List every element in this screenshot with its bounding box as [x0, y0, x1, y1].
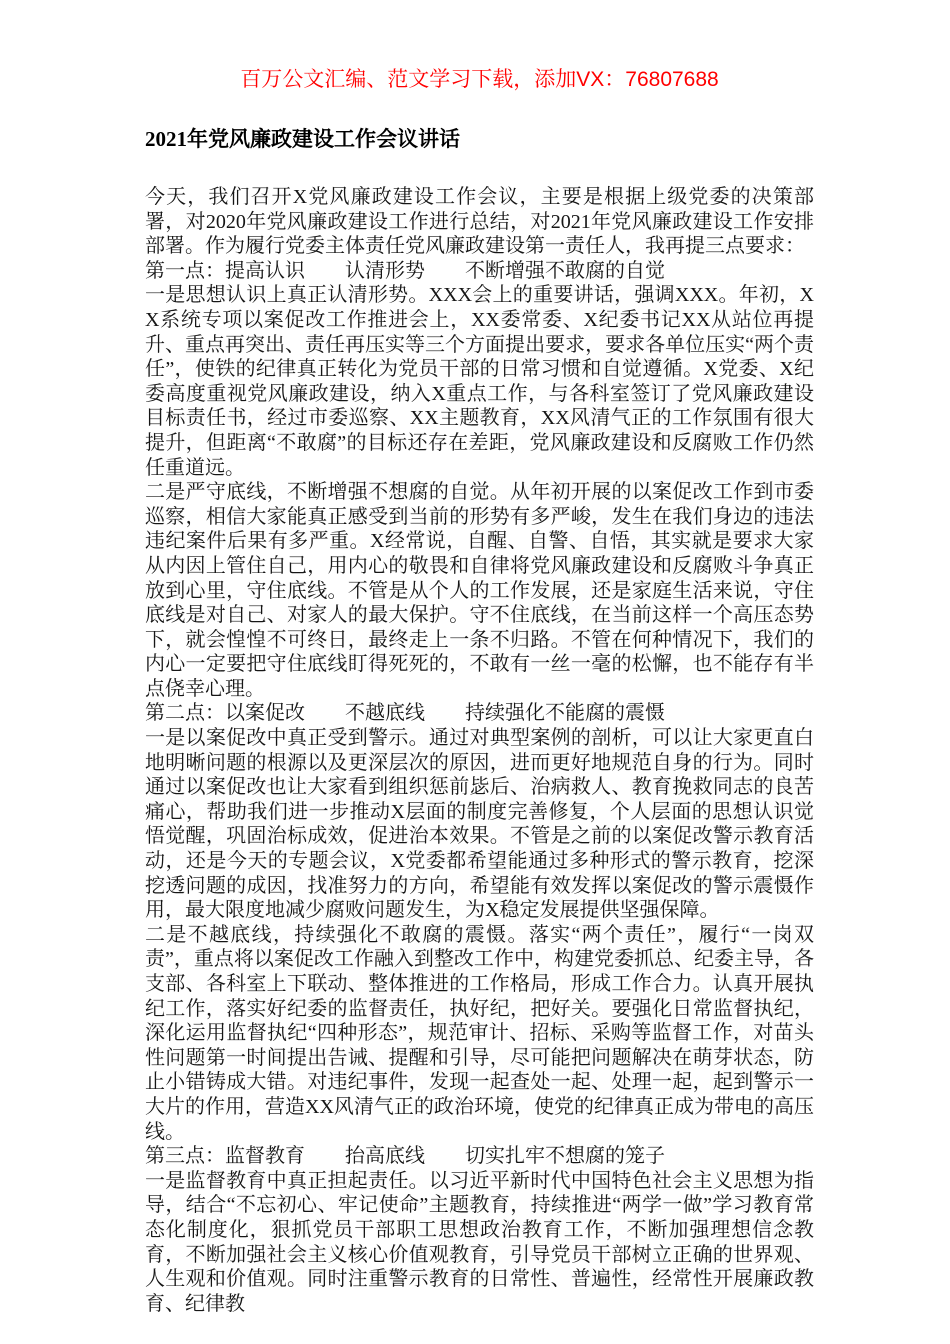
- paragraph: 二是严守底线，不断增强不想腐的自觉。从年初开展的以案促改工作到市委巡察，相信大家能真正感受到当前的形势有多严峻，发生在我们身边的违法违纪案件后果有多严重。X经常说，自醒、自警、自悟，其实就是要求大家从内因上管住自己，用内心的敬畏和自律将党风廉政建设和反腐败斗争真正放到心里，守住底线。不管是从个人的工作发展，还是家庭生活来说，守住底线是对自己、对家人的最大保护。守不住底线，在当前这样一个高压态势下，就会惶惶不可终日，最终走上一条不归路。不管在何种情况下，我们的内心一定要把守住底线盯得死死的，不敢有一丝一毫的松懈，也不能存有半点侥幸心理。: [145, 481, 814, 700]
- document-title: 2021年党风廉政建设工作会议讲话: [145, 127, 460, 151]
- paragraph: 一是监督教育中真正担起责任。以习近平新时代中国特色社会主义思想为指导，结合“不忘初心、牢记使命”主题教育，持续推进“两学一做”学习教育常态化制度化，狠抓党员干部职工思想政治教育工作，不断加强理想信念教育，不断加强社会主义核心价值观教育，引导党员干部树立正确的世界观、人生观和价值观。同时注重警示教育的日常性、普遍性，经常性开展廉政教育、纪律教: [145, 1169, 814, 1315]
- document-body: [145, 185, 814, 1316]
- paragraph: 今天，我们召开X党风廉政建设工作会议，主要是根据上级党委的决策部署，对2020年党风廉政建设工作进行总结，对2021年党风廉政建设工作安排部署。作为履行党委主体责任党风廉政建设第一责任人，我再提三点要求：: [145, 186, 814, 258]
- paragraph: 二是不越底线，持续强化不敢腐的震慑。落实“两个责任”，履行“一岗双责”，重点将以案促改工作融入到整改工作中，构建党委抓总、纪委主导，各支部、各科室上下联动、整体推进的工作格局，形成工作合力。认真开展执纪工作，落实好纪委的监督责任，执好纪，把好关。要强化日常监督执纪，深化运用监督执纪“四种形态”，规范审计、招标、采购等监督工作，对苗头性问题第一时间提出告诫、提醒和引导，尽可能把问题解决在萌芽状态，防止小错铸成大错。对违纪事件，发现一起查处一起、处理一起，起到警示一大片的作用，营造XX风清气正的政治环境，使党的纪律真正成为带电的高压线。: [145, 923, 814, 1143]
- paragraph: 一是以案促改中真正受到警示。通过对典型案例的剖析，可以让大家更直白地明晰问题的根源以及更深层次的原因，进而更好地规范自身的行为。同时通过以案促改也让大家看到组织惩前毖后、治病救人、教育挽救同志的良苦痛心，帮助我们进一步推动X层面的制度完善修复，个人层面的思想认识觉悟觉醒，巩固治标成效，促进治本效果。不管是之前的以案促改警示教育活动，还是今天的专题会议，X党委都希望能通过多种形式的警示教育，挖深挖透问题的成因，找准努力的方向，希望能有效发挥以案促改的警示震慑作用，最大限度地减少腐败问题发生，为X稳定发展提供坚强保障。: [145, 727, 814, 922]
- section-heading: 第二点：以案促改 不越底线 持续强化不能腐的震慑: [145, 702, 665, 725]
- header-notice: 百万公文汇编、范文学习下载，添加VX：76807688: [240, 68, 719, 91]
- section-heading: 第一点：提高认识 认清形势 不断增强不敢腐的自觉: [145, 259, 665, 282]
- section-heading: 第三点：监督教育 抬高底线 切实扎牢不想腐的笼子: [145, 1145, 665, 1168]
- paragraph: 一是思想认识上真正认清形势。XXX会上的重要讲话，强调XXX。年初，XX系统专项以案促改工作推进会上，XX委常委、X纪委书记XX从站位再提升、重点再突出、责任再压实等三个方面提出要求，要求各单位压实“两个责任”，使铁的纪律真正转化为党员干部的日常习惯和自觉遵循。X党委、X纪委高度重视党风廉政建设，纳入X重点工作，与各科室签订了党风廉政建设目标责任书，经过市委巡察、XX主题教育，XX风清气正的工作氛围有很大提升，但距离“不敢腐”的目标还存在差距，党风廉政建设和反腐败工作仍然任重道远。: [145, 284, 814, 479]
